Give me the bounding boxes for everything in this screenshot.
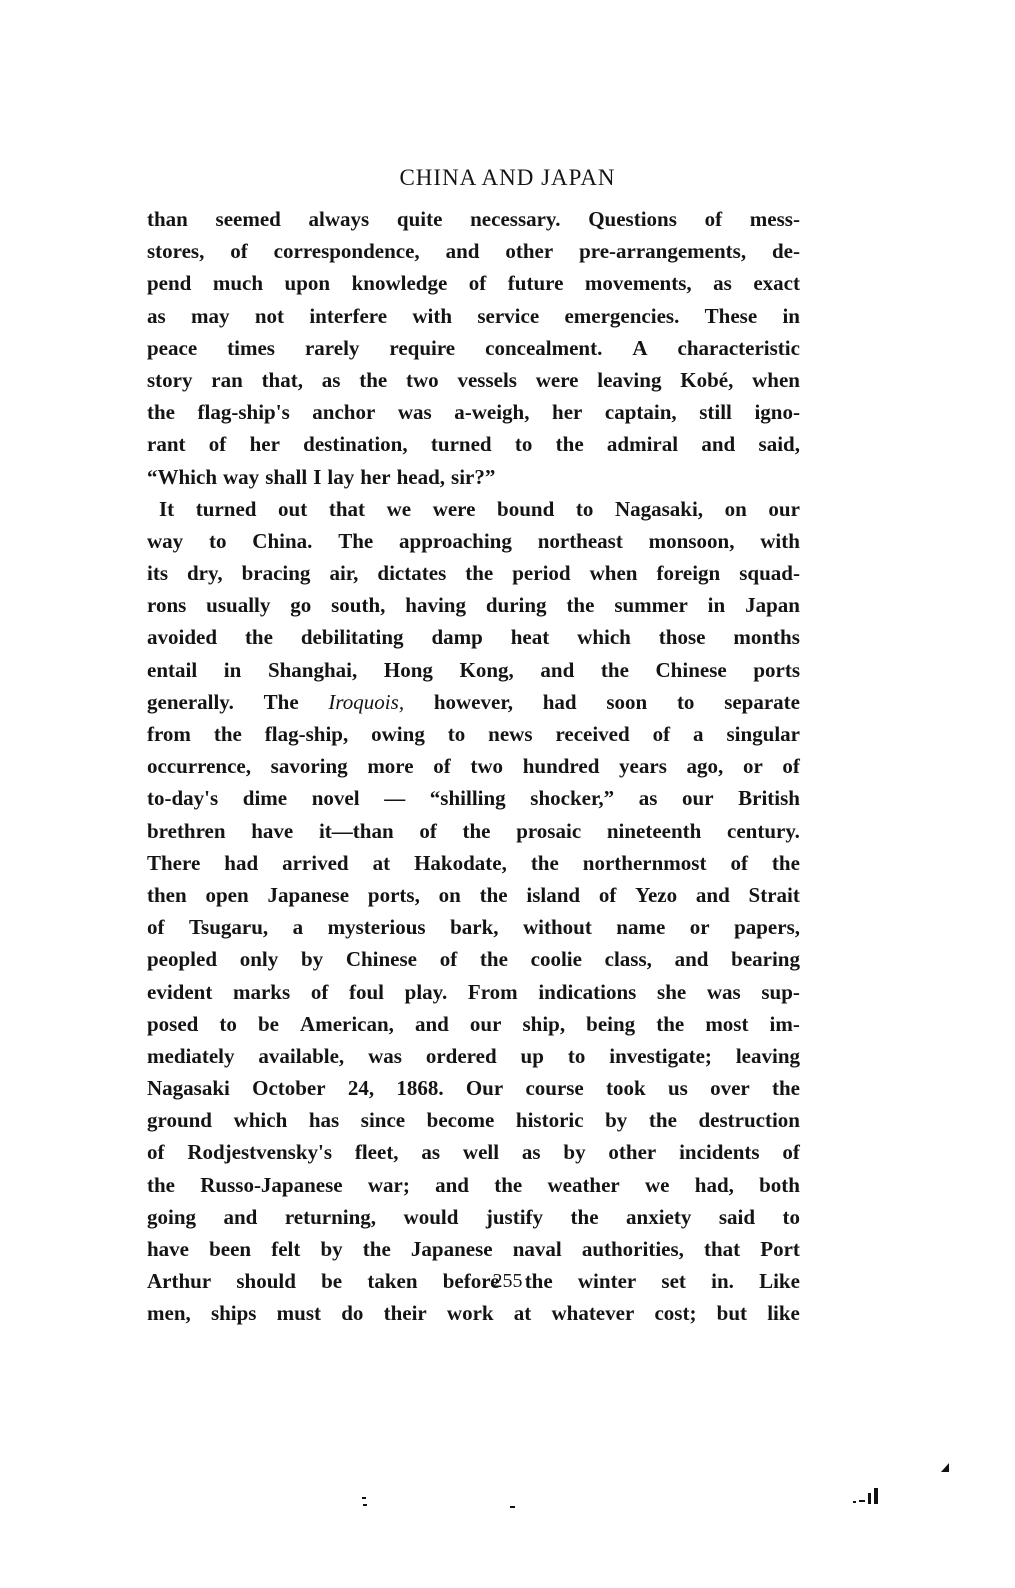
text-line: peopled only by Chinese of the coolie class, and bearing bbox=[147, 947, 800, 972]
text-line: the flag-ship's anchor was a-weigh, her captain, still igno- bbox=[147, 400, 800, 425]
text-line: generally. The Iroquois, however, had soon to separate bbox=[147, 689, 800, 714]
text-line: story ran that, as the two vessels were leaving Kobé, when bbox=[147, 367, 800, 392]
text-line: ground which has since become historic by the destruction bbox=[147, 1108, 800, 1133]
text-line: entail in Shanghai, Hong Kong, and the Chinese ports bbox=[147, 657, 800, 682]
text-line: rant of her destination, turned to the admiral and said, bbox=[147, 432, 800, 457]
text-line: brethren have it—than of the prosaic nineteenth century. bbox=[147, 818, 800, 843]
scan-speck bbox=[853, 1501, 856, 1503]
text-line: mediately available, was ordered up to investigate; leaving bbox=[147, 1043, 800, 1068]
text-line: have been felt by the Japanese naval authorities, that Port bbox=[147, 1237, 800, 1261]
text-line: There had arrived at Hakodate, the northernmost of the bbox=[147, 850, 800, 875]
text-line: Arthur should be taken before the winter set in. Like bbox=[147, 1269, 800, 1294]
text-line: “Which way shall I lay her head, sir?” bbox=[147, 464, 496, 489]
text-line: as may not interfere with service emergencies. These in bbox=[147, 303, 800, 328]
text-line: peace times rarely require concealment. A characteristic bbox=[147, 335, 800, 360]
text-line: stores, of correspondence, and other pre-arrangements, de- bbox=[147, 239, 800, 264]
text-line: It turned out that we were bound to Nagasaki, on our bbox=[159, 496, 800, 521]
text-line: posed to be American, and our ship, being the most im- bbox=[147, 1011, 800, 1036]
text-line: way to China. The approaching northeast monsoon, with bbox=[147, 528, 800, 553]
scan-speck bbox=[859, 1500, 865, 1502]
scan-speck bbox=[362, 1497, 366, 1499]
text-line: its dry, bracing air, dictates the period when foreign squad- bbox=[147, 561, 800, 586]
text-line: evident marks of foul play. From indications she was sup- bbox=[147, 979, 800, 1004]
text-line: Nagasaki October 24, 1868. Our course took us over the bbox=[147, 1076, 800, 1101]
scan-speck bbox=[874, 1488, 878, 1504]
text-line: avoided the debilitating damp heat which those months bbox=[147, 625, 800, 650]
text-line: men, ships must do their work at whatever cost; but like bbox=[147, 1301, 800, 1326]
text-line: to-day's dime novel — “shilling shocker,” as our British bbox=[147, 786, 800, 811]
text-line: of Tsugaru, a mysterious bark, without name or papers, bbox=[147, 915, 800, 940]
text-line: rons usually go south, having during the summer in Japan bbox=[147, 593, 800, 618]
text-line: then open Japanese ports, on the island of Yezo and Strait bbox=[147, 882, 800, 907]
text-line: going and returning, would justify the anxiety said to bbox=[147, 1204, 800, 1229]
scan-speck bbox=[510, 1506, 515, 1508]
scan-speck bbox=[868, 1493, 871, 1504]
scan-speck bbox=[941, 1463, 949, 1472]
text-line: than seemed always quite necessary. Questions of mess- bbox=[147, 207, 800, 231]
text-line: from the flag-ship, owing to news received of a singular bbox=[147, 722, 800, 746]
text-line: of Rodjestvensky's fleet, as well as by other incidents of bbox=[147, 1140, 800, 1165]
text-line: occurrence, savoring more of two hundred years ago, or of bbox=[147, 754, 800, 779]
text-line: the Russo-Japanese war; and the weather we had, both bbox=[147, 1172, 800, 1197]
body-text bbox=[147, 203, 800, 1330]
text-line: pend much upon knowledge of future movements, as exact bbox=[147, 271, 800, 296]
running-header: CHINA AND JAPAN bbox=[399, 165, 616, 190]
scan-speck bbox=[363, 1504, 367, 1506]
page-number: 255 bbox=[492, 1270, 523, 1292]
